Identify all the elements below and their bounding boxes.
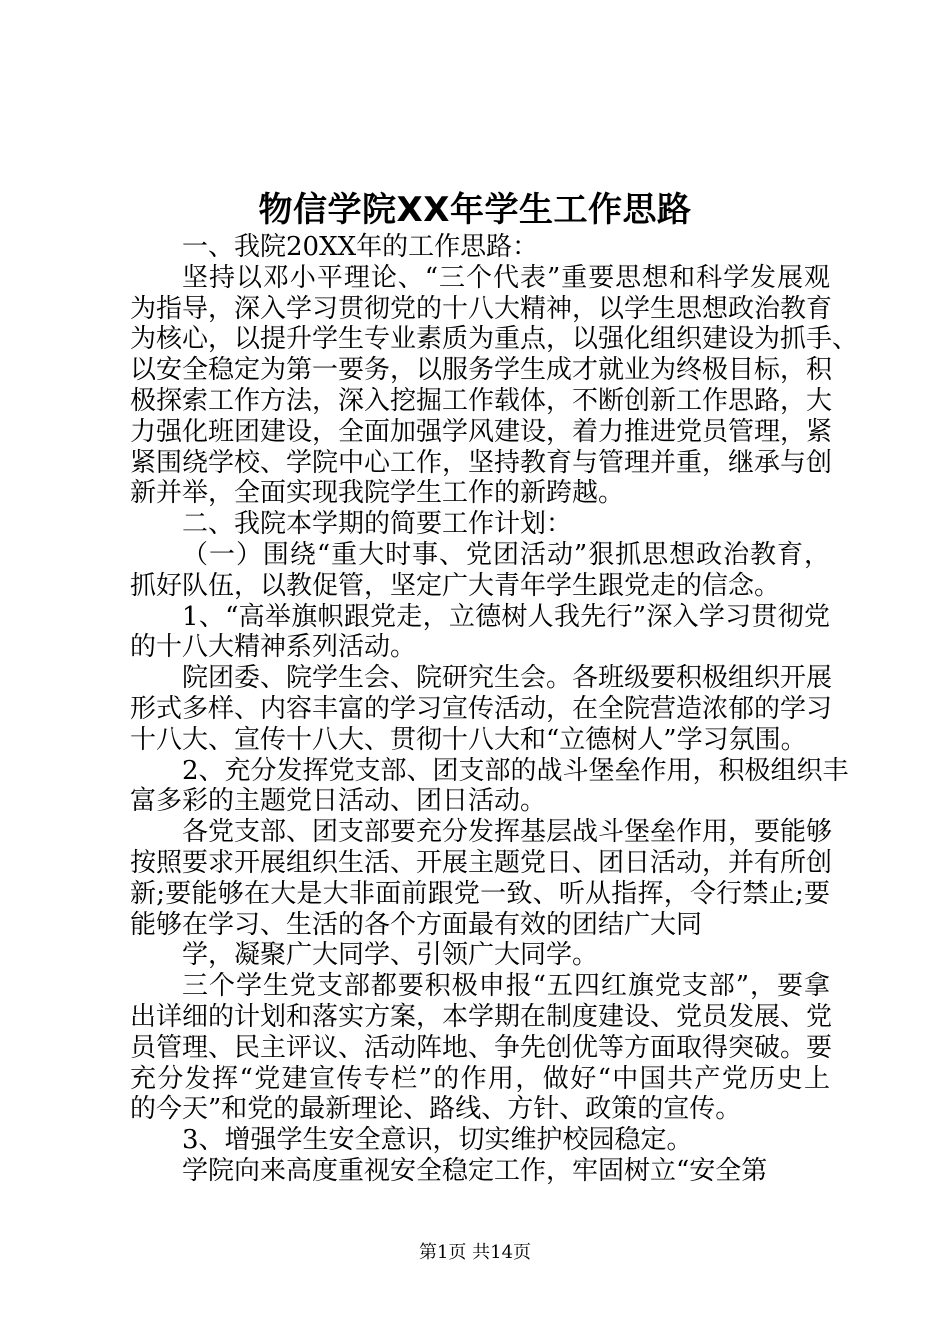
text-line: 抓好队伍，以教促管，坚定广大青年学生跟党走的信念。 — [130, 570, 781, 601]
text-line: （一）围绕“重大时事、党团活动”狠抓思想政治教育， — [182, 539, 830, 570]
text-line: 为核心，以提升学生专业素质为重点，以强化组织建设为抓手、 — [130, 324, 859, 355]
text-line: 出详细的计划和落实方案，本学期在制度建设、党员发展、党 — [130, 1001, 833, 1032]
text-line: 形式多样、内容丰富的学习宣传活动，在全院营造浓郁的学习 — [130, 693, 833, 724]
text-line: 学，凝聚广大同学、引领广大同学。 — [182, 940, 599, 971]
text-line: 二、我院本学期的简要工作计划： — [182, 509, 573, 540]
text-line: 按照要求开展组织生活、开展主题党日、团日活动，并有所创 — [130, 847, 833, 878]
text-line: 能够在学习、生活的各个方面最有效的团结广大同 — [130, 909, 703, 940]
text-line: 1、“高举旗帜跟党走，立德树人我先行”深入学习贯彻党 — [182, 601, 830, 632]
text-line: 的今天”和党的最新理论、路线、方针、政策的宣传。 — [130, 1094, 742, 1125]
text-line: 2、充分发挥党支部、团支部的战斗堡垒作用，积极组织丰 — [182, 755, 849, 786]
text-line: 充分发挥“党建宣传专栏”的作用，做好“中国共产党历史上 — [130, 1063, 830, 1094]
text-line: 力强化班团建设，全面加强学风建设，着力推进党员管理，紧 — [130, 416, 833, 447]
text-line: 以安全稳定为第一要务，以服务学生成才就业为终极目标，积 — [130, 355, 833, 386]
text-line: 院团委、院学生会、院研究生会。各班级要积极组织开展 — [182, 663, 833, 694]
text-line: 紧围绕学校、学院中心工作，坚持教育与管理并重，继承与创 — [130, 447, 833, 478]
text-line: 三个学生党支部都要积极申报“五四红旗党支部”，要拿 — [182, 971, 830, 1002]
text-line: 为指导，深入学习贯彻党的十八大精神，以学生思想政治教育 — [130, 293, 833, 324]
text-line: 学院向来高度重视安全稳定工作，牢固树立“安全第 — [182, 1155, 768, 1186]
page-title: 物信学院XX年学生工作思路 — [258, 190, 692, 230]
text-line: 新;要能够在大是大非面前跟党一致、听从指挥，令行禁止;要 — [130, 878, 830, 909]
text-line: 十八大、宣传十八大、贯彻十八大和“立德树人”学习氛围。 — [130, 724, 807, 755]
page-footer: 第1页 共14页 — [418, 1242, 532, 1263]
text-line: 新并举，全面实现我院学生工作的新跨越。 — [130, 478, 625, 509]
text-line: 坚持以邓小平理论、“三个代表”重要思想和科学发展观 — [182, 262, 830, 293]
text-line: 富多彩的主题党日活动、团日活动。 — [130, 786, 547, 817]
text-line: 3、增强学生安全意识，切实维护校园稳定。 — [182, 1125, 693, 1156]
text-line: 员管理、民主评议、活动阵地、争先创优等方面取得突破。要 — [130, 1032, 833, 1063]
document-body — [130, 232, 859, 1187]
text-line: 一、我院20XX年的工作思路： — [182, 232, 539, 262]
text-line: 极探索工作方法，深入挖掘工作载体，不断创新工作思路，大 — [130, 385, 833, 416]
text-line: 各党支部、团支部要充分发挥基层战斗堡垒作用，要能够 — [182, 817, 833, 848]
text-line: 的十八大精神系列活动。 — [130, 632, 417, 663]
